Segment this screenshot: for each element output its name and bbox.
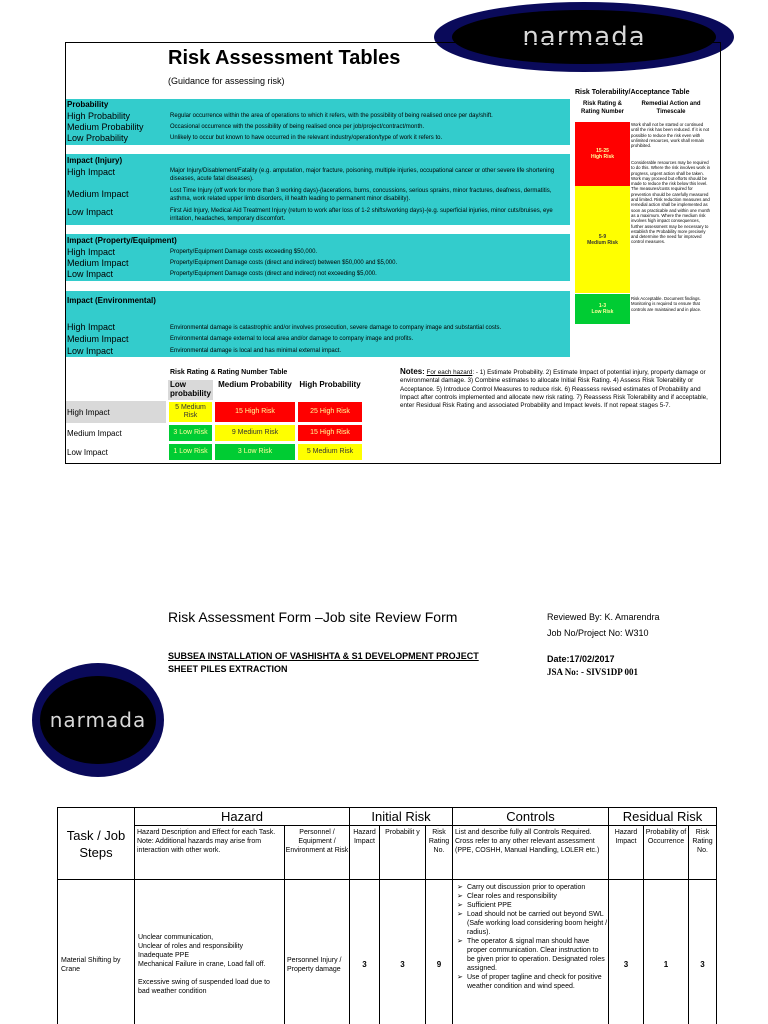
category-heading: Impact (Environmental): [67, 296, 156, 305]
level-name: Low Impact: [67, 269, 114, 279]
list-item: ➢ Use of proper tagline and check for positive weather condition and wind speed.: [457, 973, 608, 991]
tolerability-low-text: Risk Acceptable. Document findings. Monitoring is required to ensure that controls are maintained and in place.: [631, 296, 702, 312]
matrix-title: Risk Rating & Rating Number Table: [170, 369, 288, 376]
level-name: Low Probability: [67, 133, 129, 143]
rating-cell: 9: [426, 880, 453, 1024]
tolerability-high-text: Work shall not be started or continued until the risk has been reduced. If it is not possible to reduce the risk even with unlimited resources, work shall remain prohibited.: [631, 122, 710, 149]
logo-text: narmada: [522, 22, 646, 52]
level-name: Medium Impact: [67, 258, 129, 268]
sheet-title: Risk Assessment Tables: [168, 47, 401, 69]
task-cell: Material Shifting by Crane: [58, 880, 135, 1024]
hazard-header: Hazard: [135, 808, 350, 826]
matrix-cell: 1 Low Risk: [168, 443, 213, 461]
level-desc: Environmental damage is local and has minimal external impact.: [170, 348, 342, 354]
matrix-cell: 3 Low Risk: [168, 424, 213, 442]
tolerability-medium: [575, 186, 630, 293]
initial-risk-header: Initial Risk: [350, 808, 453, 826]
tolerability-medium-range: 5-9: [598, 233, 607, 240]
level-desc: Environmental damage is catastrophic and/or involves prosecution, severe damage to company image and substantial costs.: [170, 325, 502, 331]
tolerability-high-range: 15-25: [596, 148, 609, 154]
list-item: ➢ The operator & signal man should have proper communication. Clear instruction to be given prior to operation. Designated roles assigned.: [457, 937, 608, 973]
controls-list: [453, 883, 608, 991]
matrix-col-low: Low probability: [168, 380, 213, 400]
tolerability-col2: Remedial Action and Timescale: [641, 101, 701, 115]
logo-text: narmada: [49, 708, 147, 732]
matrix-cell: 3 Low Risk: [214, 443, 296, 461]
tolerability-medium-text: Considerable resources may be required to do this. Where the risk involves work in progress, urgent action shall be taken. Work may proceed but efforts should be made to reduce the risk below this level. The measures/costs required for prevention should be carefully measured and limited. Risk reduction measures and remedial action shall be implemented as soon as practicable and within one month as a maximum. Where the medium risk involves high impact consequences, further assessment may be necessary to establish the Probability more precisely and determine the need for improved control measures.: [631, 160, 711, 245]
job-no: Job No/Project No: W310: [547, 628, 649, 638]
notes-label: Notes: [400, 367, 423, 376]
list-item: ➢ Sufficient PPE: [457, 901, 608, 910]
level-name: Medium Impact: [67, 334, 129, 344]
tolerability-low-range: 1-3: [598, 303, 607, 309]
notes-text: : - 1) Estimate Probability. 2) Estimate Impact of potential injury, property damage or environmental damage. 3) Combine estimates to allocate Initial Risk Rating. 4) Assess Risk Tolerability or Acceptance. 5) Introduce Control Measures to reduce risk. 6) Reassess revised estimates of Probability and Impact after controls implemented and allocate new risk rating. 7) Reassess Risk Tolerability and if acceptable, enter Residual Risk Rating and associated Probability and Impact levels. If not repeat stages 5-7.: [400, 369, 708, 410]
matrix-row-label: Medium Impact: [66, 424, 166, 442]
res-impact-cell: 3: [609, 880, 644, 1024]
notes-lead: For each hazard: [426, 369, 473, 376]
matrix-col-high: High Probability: [299, 380, 361, 389]
level-name: Medium Probability: [67, 122, 144, 132]
tolerability-low-label: Low Risk: [591, 309, 614, 315]
hazard-impact-subheader: Hazard Impact: [350, 826, 380, 880]
tolerability-col1: Risk Rating & Rating Number: [580, 101, 624, 115]
level-desc: Lost Time Injury (off work for more than 3 working days)-(lacerations, burns, concussions, serious sprains, minor fractures, deafness, dermatitis, asthma, work related upper limb disorders, ill health leading to permanent minor disability).: [170, 188, 552, 202]
matrix-col-medium: Medium Probability: [218, 380, 292, 389]
tolerability-high-label: High Risk: [590, 154, 615, 160]
notes-block: Notes: For each hazard: - 1) Estimate Probability. 2) Estimate Impact of potential injury, property damage or environmental damage. 3) Combine estimates to allocate Initial Risk Rating. 4) Assess Risk Tolerability or Acceptance. 5) Introduce Control Measures to reduce risk. 6) Reassess revised estimates of Probability and Impact after controls implemented and allocate new risk rating. 7) Reassess Risk Tolerability and if acceptable, enter Residual Risk Rating and associated Probability and Impact levels. If not repeat stages 5-7.: [400, 367, 708, 410]
project-line-1: SUBSEA INSTALLATION OF VASHISHTA & S1 DEVELOPMENT PROJECT: [168, 651, 479, 661]
date: Date:17/02/2017: [547, 654, 615, 664]
table-row: [58, 880, 717, 1024]
level-desc: Occasional occurrence with the possibility of being realised once per job/project/contract/month.: [170, 124, 425, 130]
impact-cell: 3: [350, 880, 380, 1024]
narmada-logo-form: [32, 663, 164, 777]
logo-inner: [40, 676, 156, 765]
level-name: Medium Impact: [67, 189, 129, 199]
personnel-cell: Personnel Injury / Property damage: [285, 880, 350, 1024]
matrix-row-label: Low Impact: [66, 443, 166, 461]
res-probability-subheader: Probability of Occurrence: [644, 826, 689, 880]
level-desc: First Aid Injury, Medical Aid Treatment Injury (return to work after loss of 1-2 shifts/working days)-(e.g. superficial injuries, minor cuts/bruises, eye irritation, headaches, temporary discomfort.: [170, 208, 553, 222]
jsa-no: JSA No: - SIVS1DP 001: [547, 667, 639, 677]
level-desc: Property/Equipment Damage costs (direct and indirect) not exceeding $5,000.: [170, 271, 377, 277]
category-heading: Probability: [67, 100, 109, 109]
matrix-cell: 25 High Risk: [297, 401, 363, 423]
tolerability-low: [575, 294, 630, 324]
controls-subheader: List and describe fully all Controls Required. Cross refer to any other relevant assessment (PPE, COSHH, Manual Handling, LOLER etc.): [453, 826, 609, 880]
level-name: High Impact: [67, 322, 116, 332]
hazard-cell: Unclear communication, Unclear of roles and responsibility Inadequate PPE Mechanical Failure in crane, Load fall off. Excessive swing of suspended load due to bad weather condition: [135, 880, 285, 1024]
controls-cell: [453, 880, 609, 1024]
form-title: Risk Assessment Form –Job site Review Form: [168, 609, 458, 625]
hazard-desc-subheader: Hazard Description and Effect for each Task. Note: Additional hazards may arise from interaction with other work.: [135, 826, 285, 880]
level-name: High Impact: [67, 247, 116, 257]
level-name: High Impact: [67, 167, 116, 177]
res-rating-subheader: Risk Rating No.: [689, 826, 717, 880]
level-desc: Property/Equipment Damage costs exceeding $50,000.: [170, 249, 318, 255]
matrix-cell: 15 High Risk: [297, 424, 363, 442]
reviewed-by: Reviewed By: K. Amarendra: [547, 612, 660, 622]
list-item: ➢ Carry out discussion prior to operation: [457, 883, 608, 892]
controls-header: Controls: [453, 808, 609, 826]
level-name: Low Impact: [67, 346, 114, 356]
tolerability-title: Risk Tolerability/Acceptance Table: [575, 89, 690, 96]
risk-rating-subheader: Risk Rating No.: [426, 826, 453, 880]
matrix-cell: 5 Medium Risk: [168, 401, 213, 423]
tolerability-medium-label: Medium Risk: [587, 239, 618, 246]
category-heading: Impact (Injury): [67, 156, 123, 165]
personnel-subheader: Personnel / Equipment / Environment at Risk: [285, 826, 350, 880]
res-rating-cell: 3: [689, 880, 717, 1024]
sheet-subtitle: (Guidance for assessing risk): [168, 76, 285, 86]
level-desc: Environmental damage external to local area and/or damage to company image and profits.: [170, 336, 414, 342]
level-desc: Property/Equipment Damage costs (direct and indirect) between $50,000 and $5,000.: [170, 260, 398, 266]
tolerability-high: [575, 122, 630, 186]
matrix-row-label: High Impact: [66, 401, 166, 423]
project-line-2: SHEET PILES EXTRACTION: [168, 664, 288, 674]
list-item: ➢ Load should not be carried out beyond SWL (Safe working load considering boom height / radius).: [457, 910, 608, 937]
matrix-cell: 15 High Risk: [214, 401, 296, 423]
matrix-cell: 5 Medium Risk: [297, 443, 363, 461]
level-desc: Unlikely to occur but known to have occurred in the relevant industry/operation/type of work it refers to.: [170, 135, 443, 141]
res-impact-subheader: Hazard Impact: [609, 826, 644, 880]
list-item: ➢ Clear roles and responsibility: [457, 892, 608, 901]
category-heading: Impact (Property/Equipment): [67, 236, 177, 245]
level-desc: Regular occurrence within the area of operations to which it refers, with the possibility of being realised once per day/shift.: [170, 113, 493, 119]
review-table: [57, 807, 717, 1024]
probability-cell: 3: [380, 880, 426, 1024]
level-name: Low Impact: [67, 207, 114, 217]
res-probability-cell: 1: [644, 880, 689, 1024]
residual-risk-header: Residual Risk: [609, 808, 717, 826]
task-header-text: Task / Job Steps: [66, 827, 126, 860]
matrix-cell: 9 Medium Risk: [214, 424, 296, 442]
level-name: High Probability: [67, 111, 131, 121]
probability-subheader: Probabilit y: [380, 826, 426, 880]
level-desc: Major Injury/Disablement/Fatality (e.g. amputation, major fracture, poisoning, multiple injuries, occupational cancer or other severe life shortening diseases, acute fatal diseases).: [170, 168, 555, 182]
task-header: [58, 808, 135, 880]
